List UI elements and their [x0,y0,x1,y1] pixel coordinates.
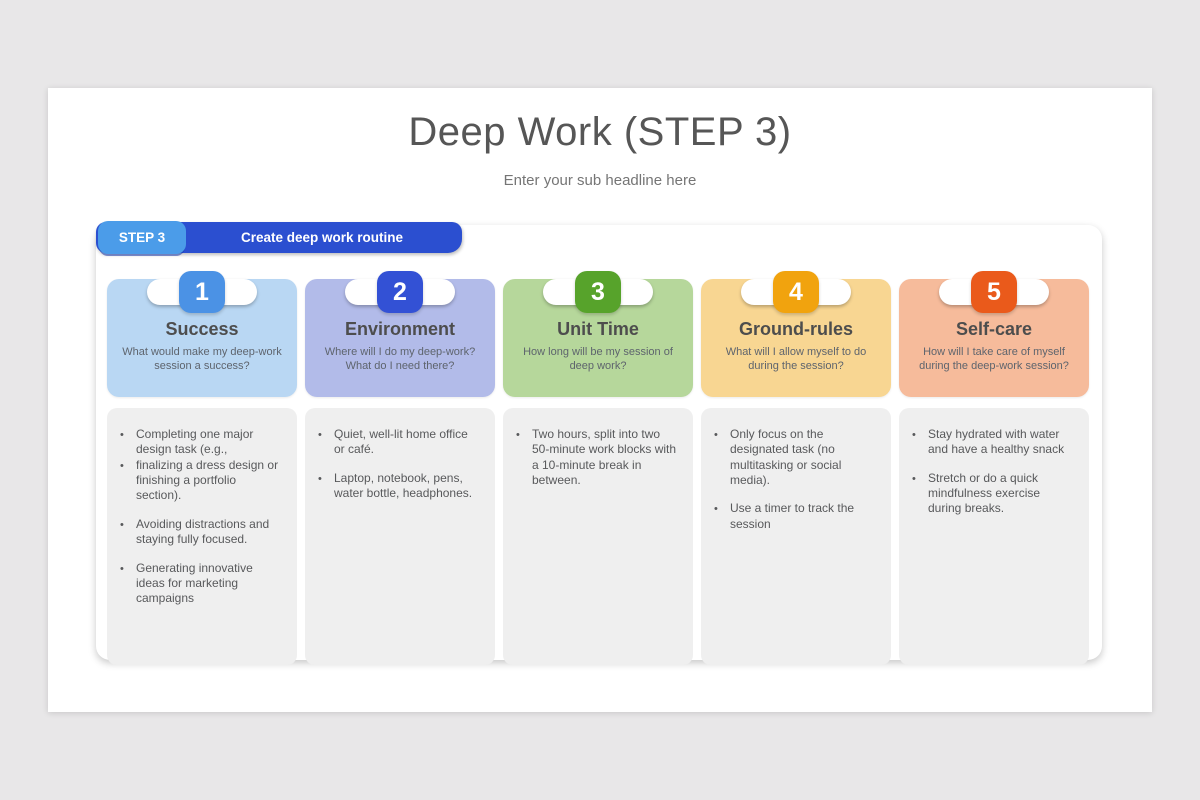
number-pill [345,279,455,305]
step-number-badge [575,271,621,313]
bullet-text: Generating innovative ideas for marketing campaigns [136,560,253,606]
card-title: Unit Time [557,319,639,339]
bullet-marker: • [318,429,322,441]
bullet-text: Two hours, split into two 50-minute work blocks with a 10-minute break in between. [532,427,677,488]
bullet-item [714,427,879,488]
bullet-item [120,517,285,548]
page-subtitle: Enter your sub headline here [503,172,697,189]
bullet-marker: • [714,429,718,441]
number-pill [543,279,653,305]
step-card-unit-time [503,279,693,397]
bullet-item [318,471,483,502]
step-number: 3 [591,278,605,306]
bullet-text: Stretch or do a quick mindfulness exercise during breaks. [928,470,1041,516]
bullet-item [318,427,483,458]
notes-panel-4 [701,408,891,665]
bullet-marker: • [120,562,124,575]
card-question: How will I take care of myself during the deep-work session? [919,346,1069,373]
step-banner [96,221,462,255]
bullet-text: Laptop, notebook, pens, water bottle, headphones. [334,470,473,501]
bullet-item [120,427,285,458]
step-card-ground-rules [701,279,891,397]
bullet-text: Stay hydrated with water and have a healthy snack [928,427,1065,457]
step-number: 4 [789,278,803,306]
bullet-item [516,427,681,488]
bullet-text: finalizing a dress design or finishing a portfolio section). [136,457,279,503]
step-card-self-care [899,279,1089,397]
bullet-marker: • [120,518,124,531]
bullet-item [714,501,879,532]
bullet-text: Only focus on the designated task (no multitasking or social media). [730,427,842,488]
bullet-text: Use a timer to track the session [730,501,855,531]
step-column-2 [305,266,495,665]
bullet-text: Completing one major design task (e.g., [136,427,254,457]
step-number: 1 [195,278,209,306]
step-banner-tab: STEP 3 [98,221,186,254]
number-pill [147,279,257,305]
step-card-success [107,279,297,397]
bullet-item [120,458,285,504]
step-column-4 [701,266,891,665]
bullet-item [912,427,1077,458]
notes-panel-1 [107,408,297,665]
card-title: Ground-rules [738,319,853,339]
step-column-5 [899,266,1089,665]
bullet-marker: • [912,429,916,441]
notes-panel-3 [503,408,693,665]
card-title: Self-care [955,319,1033,339]
slide [48,88,1152,712]
step-number: 2 [393,278,407,306]
step-number: 5 [987,278,1001,306]
step-number-badge [773,271,819,313]
number-pill [741,279,851,305]
bullet-marker: • [120,429,124,441]
card-question: How long will be my session of deep work? [523,346,673,373]
step-number-badge [179,271,225,313]
bullet-marker: • [318,472,322,485]
card-question: What will I allow myself to do during the session? [725,346,867,373]
content-panel [96,225,1102,660]
bullet-marker: • [912,472,916,485]
card-title: Environment [344,319,455,339]
bullet-item [120,561,285,607]
columns-row [107,266,1089,665]
step-number-badge [377,271,423,313]
bullet-marker: • [120,459,124,472]
bullet-item [912,471,1077,517]
notes-panel-2 [305,408,495,665]
page-title: Deep Work (STEP 3) [408,110,792,154]
card-title: Success [165,319,239,339]
card-question: What would make my deep-work session a success? [122,346,282,373]
number-pill [939,279,1049,305]
bullet-text: Avoiding distractions and staying fully focused. [136,516,270,547]
step-number-badge [971,271,1017,313]
step-column-1 [107,266,297,665]
bullet-marker: • [714,503,718,516]
bullet-text: Quiet, well-lit home office or café. [334,427,468,457]
step-card-environment [305,279,495,397]
notes-panel-5 [899,408,1089,665]
card-question: Where will I do my deep-work? What do I need there? [324,346,476,373]
step-column-3 [503,266,693,665]
bullet-marker: • [516,429,520,441]
step-banner-title: Create deep work routine [240,230,404,245]
